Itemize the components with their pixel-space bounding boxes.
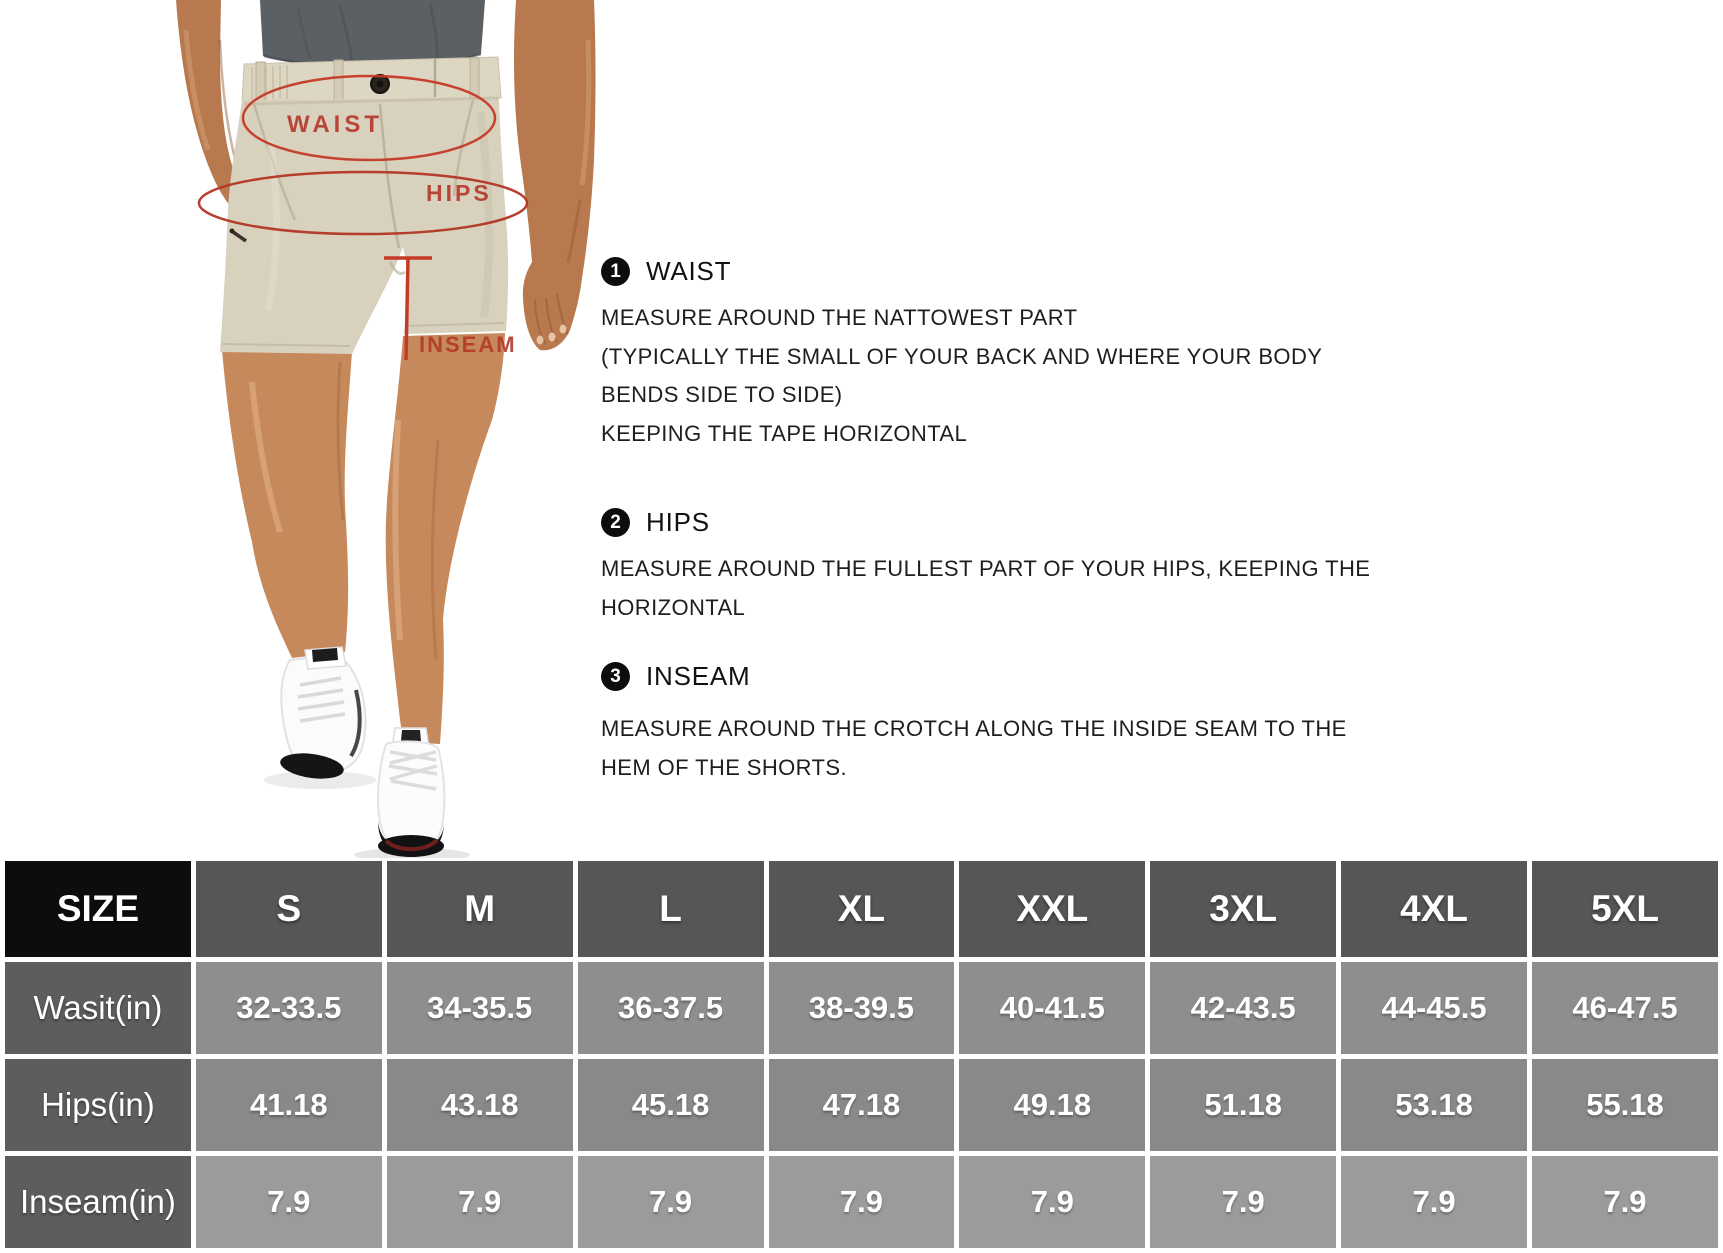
size-header-cell: XL xyxy=(769,861,955,957)
instruction-line: MEASURE AROUND THE FULLEST PART OF YOUR HIPS, KEEPING THE xyxy=(601,556,1371,581)
step-1-badge: 1 xyxy=(601,257,630,286)
waist-value: 44-45.5 xyxy=(1341,962,1527,1054)
instruction-line: (TYPICALLY THE SMALL OF YOUR BACK AND WHERE YOUR BODY xyxy=(601,343,1323,369)
waist-annotation-label: WAIST xyxy=(287,111,383,138)
waist-value: 46-47.5 xyxy=(1532,962,1718,1054)
hips-annotation-label: HIPS xyxy=(426,180,492,206)
size-header-cell: M xyxy=(387,861,573,957)
row-label: Hips(in) xyxy=(5,1059,191,1151)
size-header-cell: 4XL xyxy=(1341,861,1527,957)
step-2-badge: 2 xyxy=(601,508,630,537)
inseam-value: 7.9 xyxy=(959,1156,1145,1248)
inseam-value: 7.9 xyxy=(196,1156,382,1248)
inseam-value: 7.9 xyxy=(769,1156,955,1248)
size-col-header: SIZE xyxy=(5,861,191,957)
size-header-cell: 5XL xyxy=(1532,861,1718,957)
inseam-value: 7.9 xyxy=(387,1156,573,1248)
waist-value: 38-39.5 xyxy=(769,962,955,1054)
row-label: Wasit(in) xyxy=(5,962,191,1054)
inseam-row xyxy=(5,1156,1718,1248)
size-chart-table xyxy=(0,856,1723,1253)
model-legs xyxy=(222,333,505,744)
instruction-hips xyxy=(601,507,1391,627)
instruction-inseam-title: INSEAM xyxy=(646,661,751,691)
hips-value: 43.18 xyxy=(387,1059,573,1151)
inseam-value: 7.9 xyxy=(578,1156,764,1248)
model-right-shoe xyxy=(378,728,444,857)
instruction-line: BENDS SIDE TO SIDE) xyxy=(601,382,843,407)
model-left-shoe xyxy=(279,647,366,782)
inseam-value: 7.9 xyxy=(1341,1156,1527,1248)
instruction-line: HORIZONTAL xyxy=(601,594,746,620)
instruction-line: MEASURE AROUND THE NATTOWEST PART xyxy=(601,305,1078,330)
measurement-instructions xyxy=(601,256,1391,787)
inseam-annotation-label: INSEAM xyxy=(419,332,517,357)
waist-row xyxy=(5,962,1718,1054)
instruction-waist xyxy=(601,256,1391,453)
size-header-cell: 3XL xyxy=(1150,861,1336,957)
hips-value: 45.18 xyxy=(578,1059,764,1151)
instruction-inseam xyxy=(601,661,1391,787)
model-photo xyxy=(140,0,620,858)
instruction-line: HEM OF THE SHORTS. xyxy=(601,754,847,780)
instruction-line: KEEPING THE TAPE HORIZONTAL xyxy=(601,420,968,446)
size-header-row xyxy=(5,861,1718,957)
waist-value: 40-41.5 xyxy=(959,962,1145,1054)
waist-value: 36-37.5 xyxy=(578,962,764,1054)
size-header-cell: XXL xyxy=(959,861,1145,957)
row-label: Inseam(in) xyxy=(5,1156,191,1248)
size-header-cell: L xyxy=(578,861,764,957)
waist-value: 34-35.5 xyxy=(387,962,573,1054)
step-3-badge: 3 xyxy=(601,662,630,691)
hips-value: 41.18 xyxy=(196,1059,382,1151)
instruction-waist-title: WAIST xyxy=(646,256,732,286)
hips-value: 47.18 xyxy=(769,1059,955,1151)
inseam-measure-line xyxy=(406,258,408,360)
size-header-cell: S xyxy=(196,861,382,957)
hips-value: 51.18 xyxy=(1150,1059,1336,1151)
model-right-arm xyxy=(514,0,596,350)
hips-value: 49.18 xyxy=(959,1059,1145,1151)
waist-value: 32-33.5 xyxy=(196,962,382,1054)
hips-value: 53.18 xyxy=(1341,1059,1527,1151)
instruction-line: MEASURE AROUND THE CROTCH ALONG THE INSIDE SEAM TO THE xyxy=(601,716,1347,741)
instruction-hips-title: HIPS xyxy=(646,507,710,537)
inseam-value: 7.9 xyxy=(1150,1156,1336,1248)
hips-value: 55.18 xyxy=(1532,1059,1718,1151)
waist-value: 42-43.5 xyxy=(1150,962,1336,1054)
hips-row xyxy=(5,1059,1718,1151)
inseam-value: 7.9 xyxy=(1532,1156,1718,1248)
